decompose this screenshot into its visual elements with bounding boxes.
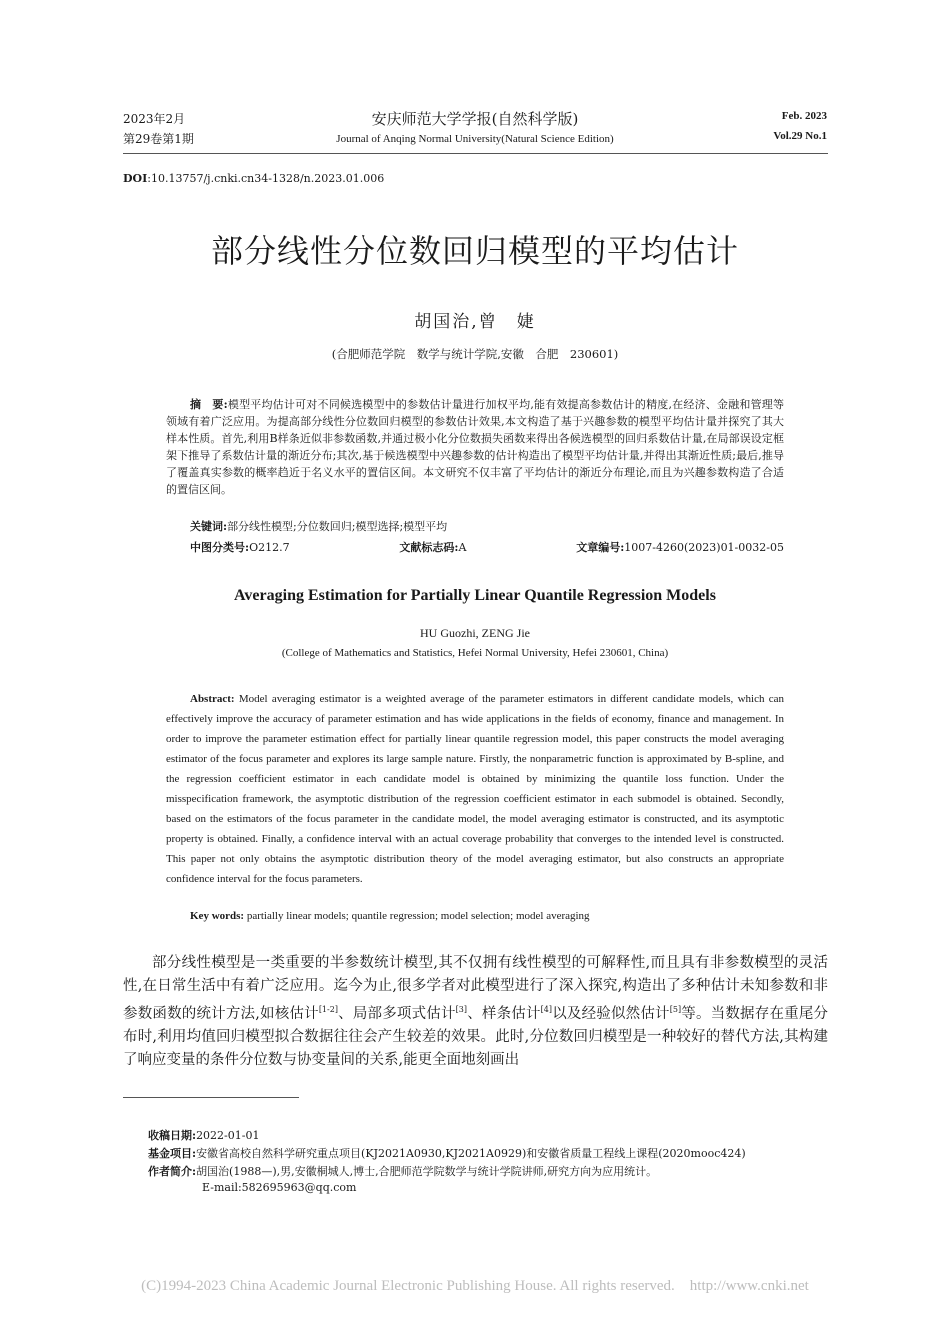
author-label: 作者简介: — [148, 1165, 197, 1178]
header-date-cn: 2023年2月 — [123, 112, 186, 126]
body-text-5: 等。当数据存在重尾分布时,利用均值回归模型拟合数据往往会产生较差的效果。此时,分位数回归模型是一种较好的替代方法,其构建了响应变量的条件分位数与协变量间的关系,能更全面地刻画出 — [123, 1005, 829, 1068]
abstract-cn — [166, 396, 784, 498]
header-journal-en: Journal of Anqing Normal University(Natural Science Edition) — [336, 133, 614, 145]
received-value: 2022-01-01 — [196, 1129, 260, 1142]
author-value: 胡国治(1988—),男,安徽桐城人,博士,合肥师范学院数学与统计学院讲师,研究方向为应用统计。 — [196, 1165, 658, 1178]
body-text-4: 以及经验似然估计 — [552, 1005, 670, 1022]
article-value: 1007-4260(2023)01-0032-05 — [624, 541, 784, 554]
header-volume-cn: 第29卷第1期 — [123, 132, 194, 146]
citation-1-2[interactable]: [1-2] — [318, 1005, 338, 1014]
copyright-watermark: (C)1994-2023 China Academic Journal Electronic Publishing House. All rights reserved. http://www.cnki.net — [141, 1278, 809, 1294]
fund-value: 安徽省高校自然科学研究重点项目(KJ2021A0930,KJ2021A0929)和安徽省质量工程线上课程(2020mooc424) — [196, 1147, 746, 1160]
abstract-en-text: Model averaging estimator is a weighted average of the parameter estimators in different candidate models, which can effectively improve the accuracy of parameter estimation and has wide applications in the fields of economy, finance and management. In order to improve the parameter estimation effect for partially linear quantile regression model, this paper constructs the model averaging estimator of the focus parameter and explores its large sample nature. Firstly, the nonparametric function is approximated by B-spline, and the regression coefficient estimator in each candidate model is obtained by minimizing the quantile loss function. Under the misspecification framework, the asymptotic distribution of the regression coefficient estimator in each submodel is obtained. Secondly, based on the estimators of the focus parameter in the candidate model, the model averaging estimator is constructed, and its asymptotic property is obtained. Finally, a confidence interval with an actual coverage probability that converges to the intended level is constructed. This paper not only obtains the asymptotic distribution theory of the model averaging estimator, but also constructs an appropriate confidence interval for the focus parameters. — [166, 693, 784, 885]
paper-title-en: Averaging Estimation for Partially Linear Quantile Regression Models — [234, 587, 716, 604]
citation-4[interactable]: [4] — [540, 1005, 553, 1014]
doi-label: DOI — [123, 172, 148, 185]
body-text-3: 、样条估计 — [467, 1005, 541, 1022]
keywords-cn — [190, 518, 447, 534]
body-text-2: 、局部多项式估计 — [337, 1005, 456, 1022]
clc-value: O212.7 — [249, 541, 290, 554]
body-paragraph — [123, 952, 828, 1072]
header-journal-cn: 安庆师范大学学报(自然科学版) — [371, 110, 579, 128]
affiliation-en: (College of Mathematics and Statistics, Hefei Normal University, Hefei 230601, China) — [281, 647, 669, 659]
clc-label: 中图分类号: — [190, 541, 250, 554]
doc-value: A — [458, 541, 467, 554]
footnote-fund — [148, 1145, 746, 1161]
keywords-en-label: Key words: — [190, 910, 245, 922]
citation-3[interactable]: [3] — [455, 1005, 468, 1014]
doi-value: :10.13757/j.cnki.cn34-1328/n.2023.01.006 — [147, 172, 385, 185]
header-rule — [123, 153, 828, 154]
header-volume-en: Vol.29 No.1 — [773, 130, 827, 142]
doi — [123, 172, 384, 185]
clc-number — [190, 539, 290, 555]
abstract-en — [166, 689, 784, 889]
paper-title-cn: 部分线性分位数回归模型的平均估计 — [210, 232, 739, 270]
abstract-cn-label: 摘 要: — [190, 398, 228, 411]
footnote-email[interactable]: E-mail:582695963@qq.com — [202, 1181, 357, 1194]
footnote-rule — [123, 1097, 299, 1098]
affiliation-cn: (合肥师范学院 数学与统计学院,安徽 合肥 230601) — [331, 347, 619, 361]
keywords-en — [190, 910, 590, 922]
article-number — [576, 539, 784, 555]
classification-row — [190, 539, 784, 555]
abstract-cn-text: 模型平均估计可对不同候选模型中的参数估计量进行加权平均,能有效提高参数估计的精度,在经济、金融和管理等领域有着广泛应用。为提高部分线性分位数回归模型的参数估计效果,本文构造了基于兴趣参数的模型平均估计量并探究了其大样本性质。首先,利用B样条近似非参数函数,并通过极小化分位数损失函数来得出各候选模型的回归系数估计量,在局部误设定框架下推导了系数估计量的渐近分布;其次,基于候选模型中兴趣参数的估计构造出了模型平均估计量,并得出其渐近性质;最后,推导了覆盖真实参数的概率趋近于名义水平的置信区间。本文研究不仅丰富了平均估计的渐近分布理论,而且为兴趣参数构造了合适的置信区间。 — [166, 398, 784, 496]
article-label: 文章编号: — [576, 541, 625, 554]
keywords-cn-label: 关键词: — [190, 520, 228, 533]
abstract-en-label: Abstract: — [190, 693, 235, 705]
footnote-author — [148, 1163, 657, 1179]
keywords-cn-text: 部分线性模型;分位数回归;模型选择;模型平均 — [227, 520, 448, 533]
doc-label: 文献标志码: — [399, 541, 459, 554]
received-label: 收稿日期: — [148, 1129, 197, 1142]
document-code — [399, 539, 466, 555]
footnote-received — [148, 1127, 259, 1143]
authors-cn: 胡国治,曾 婕 — [414, 312, 536, 332]
citation-5[interactable]: [5] — [669, 1005, 682, 1014]
keywords-en-text: partially linear models; quantile regression; model selection; model averaging — [244, 910, 590, 922]
body-text-1: 部分线性模型是一类重要的半参数统计模型,其不仅拥有线性模型的可解释性,而且具有非参数模型的灵活性,在日常生活中有着广泛应用。迄今为止,很多学者对此模型进行了深入探究,构造出了多种估计未知参数和非参数函数的统计方法,如核估计 — [123, 955, 828, 1022]
header-date-en: Feb. 2023 — [781, 110, 827, 122]
fund-label: 基金项目: — [148, 1147, 197, 1160]
authors-en: HU Guozhi, ZENG Jie — [420, 626, 530, 640]
